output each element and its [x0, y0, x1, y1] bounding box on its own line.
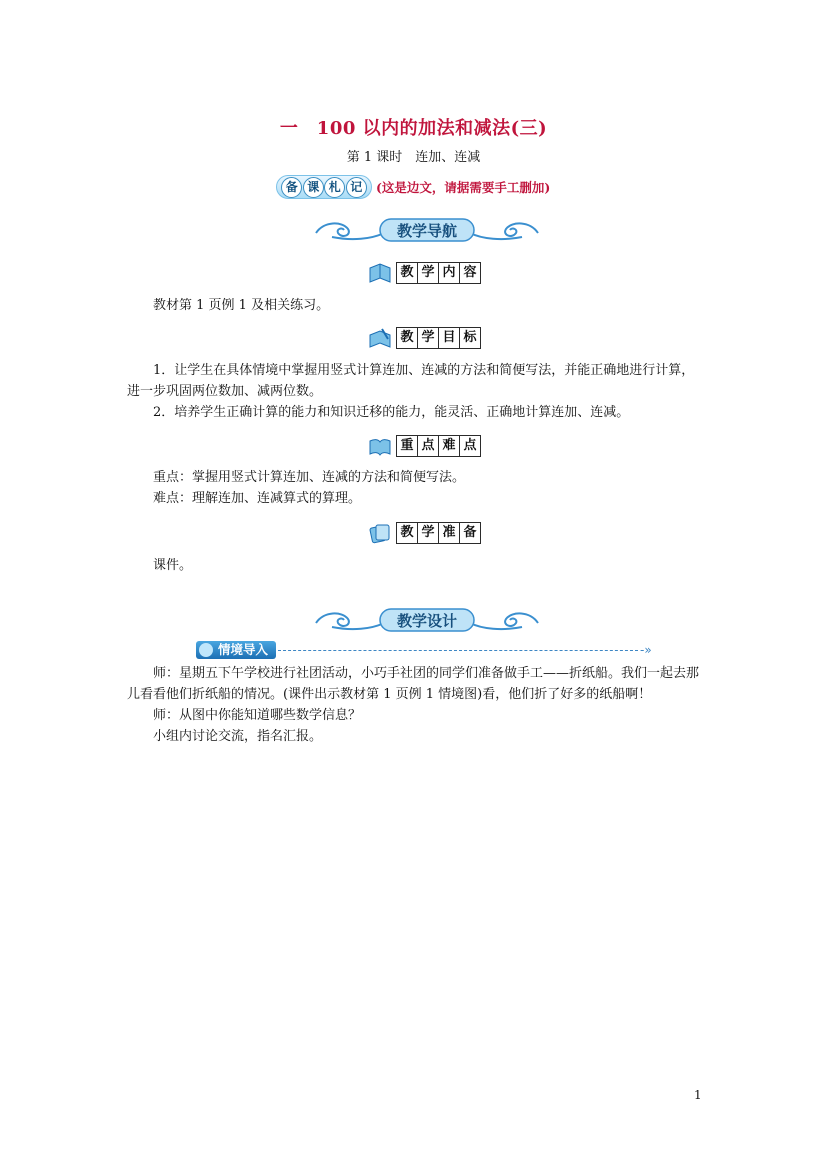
- intro-paragraphs: [127, 663, 707, 747]
- lesson-subtitle: 第 1 课时 连加、连减: [346, 150, 481, 165]
- section-heading-content: [368, 261, 481, 285]
- intro-dashed-line: [278, 650, 638, 651]
- section-title-char: 难: [439, 436, 460, 456]
- difficult-point: 难点：理解连加、连减算式的算理。: [153, 491, 362, 506]
- open-book-icon: [368, 435, 392, 457]
- key-point: 重点：掌握用竖式计算连加、连减的方法和简便写法。: [153, 470, 466, 485]
- intro-heading: [196, 640, 652, 660]
- page-number: 1: [694, 1088, 702, 1102]
- banner-label: 教学设计: [396, 612, 457, 630]
- banner-label: 教学导航: [396, 222, 457, 240]
- prep-text: 课件。: [153, 558, 193, 573]
- goal-item: 2．培养学生正确计算的能力和知识迁移的能力，能灵活、正确地计算连加、连减。: [153, 405, 630, 420]
- section-title-char: 学: [418, 523, 439, 543]
- note-badge: [276, 175, 372, 199]
- section-title-box: [396, 435, 481, 457]
- section-title-char: 学: [418, 328, 439, 348]
- section-title-char: 准: [439, 523, 460, 543]
- section-heading-prep: [368, 521, 481, 545]
- section-title-box: [396, 327, 481, 349]
- section-title-char: 教: [397, 263, 418, 283]
- section-title-char: 内: [439, 263, 460, 283]
- note-badge-char: 课: [303, 177, 324, 198]
- content-paragraph: [127, 295, 707, 316]
- content-text: 教材第 1 页例 1 及相关练习。: [153, 298, 330, 313]
- intro-paragraph: 小组内讨论交流，指名汇报。: [153, 729, 323, 744]
- section-title-char: 重: [397, 436, 418, 456]
- intro-paragraph: 师：从图中你能知道哪些数学信息？: [153, 708, 362, 723]
- section-heading-goals: [368, 326, 481, 350]
- note-badge-char: 备: [281, 177, 302, 198]
- book-icon: [368, 262, 392, 284]
- note-badge-char: 记: [346, 177, 367, 198]
- note-badge-char: 札: [324, 177, 345, 198]
- page-title: 一 100 以内的加法和减法(三): [279, 118, 548, 139]
- section-title-char: 备: [460, 523, 480, 543]
- section-title-char: 标: [460, 328, 480, 348]
- intro-paragraph: 师：星期五下午学校进行社团活动，小巧手社团的同学们准备做手工——折纸船。我们一起去那儿看看他们折纸船的情况。(课件出示教材第 1 页例 1 情境图)看，他们折了好多的纸船啊！: [127, 666, 700, 702]
- section-title-char: 教: [397, 328, 418, 348]
- goals-paragraphs: [127, 360, 707, 423]
- intro-tag: [196, 641, 276, 659]
- section-title-char: 点: [418, 436, 439, 456]
- section-title-char: 目: [439, 328, 460, 348]
- intro-tag-icon: [199, 643, 213, 657]
- section-title-char: 教: [397, 523, 418, 543]
- banner-teaching-nav: [312, 215, 542, 245]
- note-text: (这是边文，请据需要手工删加): [376, 180, 551, 195]
- intro-tag-label: 情境导入: [218, 642, 269, 657]
- goal-item: 1．让学生在具体情境中掌握用竖式计算连加、连减的方法和简便写法，并能正确地进行计算，进一步巩固两位数加、减两位数。: [127, 363, 695, 399]
- section-title-char: 容: [460, 263, 480, 283]
- keypoints-paragraphs: [127, 467, 707, 509]
- lesson-note: [276, 174, 550, 200]
- intro-arrow-icon: -»: [640, 643, 652, 657]
- section-title-box: [396, 262, 481, 284]
- prep-paragraph: [127, 555, 707, 576]
- section-title-box: [396, 522, 481, 544]
- section-heading-keypoints: [368, 434, 481, 458]
- section-title-char: 学: [418, 263, 439, 283]
- pen-book-icon: [368, 327, 392, 349]
- section-title-char: 点: [460, 436, 480, 456]
- banner-teaching-design: [312, 605, 542, 635]
- cards-icon: [368, 522, 392, 544]
